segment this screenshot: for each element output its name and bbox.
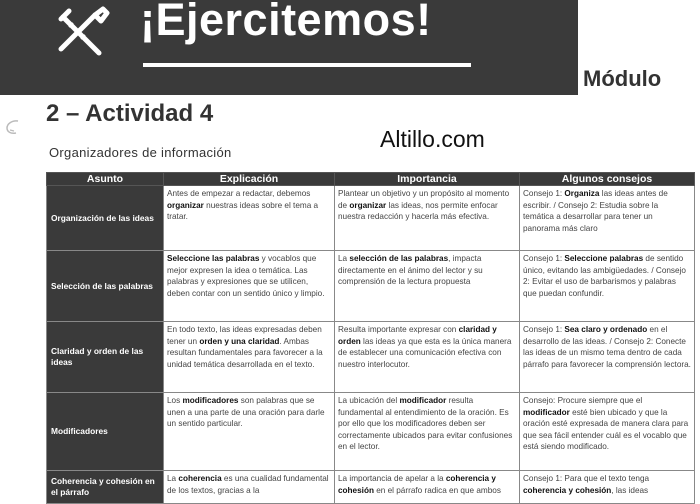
advice-cell: Consejo 1: Sea claro y ordenado en el desarrollo de las ideas. / Consejo 2: Conecte las ideas de un mismo tema dentro de cada párrafo para favorecer la comprensión lectora. <box>520 322 695 393</box>
emphasis-text: selección de las palabras <box>349 254 449 263</box>
column-header: Asunto <box>47 173 164 186</box>
emphasis-text: coherencia y cohesión <box>523 485 612 495</box>
advice-cell: Consejo 1: Organiza las ideas antes de escribir. / Consejo 2: Estudia sobre la temática a desarrollar para tener un panorama más claro <box>520 186 695 251</box>
module-label: Módulo <box>583 66 662 91</box>
advice-cell: Consejo 1: Seleccione palabras de sentido único, evitando las ambigüedades. / Consejo 2: Evitar el uso de barbarismos y palabras que puedan confundir. <box>520 251 695 322</box>
table-row <box>47 251 695 322</box>
emphasis-text: modificador <box>399 396 447 405</box>
column-header: Importancia <box>335 173 520 186</box>
table-header-row <box>47 173 695 186</box>
explanation-cell: En todo texto, las ideas expresadas deben tener un orden y una claridad. Ambas resultan fundamentales para favorecer a la unidad temática desarrollada en el texto. <box>164 322 335 393</box>
emphasis-text: orden y una claridad <box>199 336 280 346</box>
decorative-mark-icon <box>4 118 22 136</box>
row-topic: Coherencia y cohesión en el párrafo <box>47 471 164 504</box>
row-topic: Claridad y orden de las ideas <box>47 322 164 393</box>
explanation-cell: Los modificadores son palabras que se unen a una parte de una oración para darle un sentido particular. <box>164 393 335 471</box>
column-header: Explicación <box>164 173 335 186</box>
importance-cell: La ubicación del modificador resulta fundamental al entendimiento de la oración. Es por ello que los modificadores deben ser correctamente ubicados para evitar confusiones en el lector. <box>335 393 520 471</box>
explanation-cell: Seleccione las palabras y vocablos que mejor expresen la idea o temática. Las palabras y expresiones que se utilicen, deben contar con un sentido único y limpio. <box>164 251 335 322</box>
emphasis-text: claridad y orden <box>338 325 497 346</box>
importance-cell: La importancia de apelar a la coherencia y cohesión en el párrafo radica en que ambos <box>335 471 520 504</box>
explanation-cell: Antes de empezar a redactar, debemos organizar nuestras ideas sobre el tema a tratar. <box>164 186 335 251</box>
emphasis-text: modificador <box>523 407 570 417</box>
emphasis-text: Sea claro y ordenado <box>564 325 648 334</box>
pencil-ruler-icon <box>55 5 111 61</box>
row-topic: Organización de las ideas <box>47 186 164 251</box>
emphasis-text: Seleccione palabras <box>564 254 644 263</box>
row-topic: Modificadores <box>47 393 164 471</box>
section-subtitle: Organizadores de información <box>49 145 232 160</box>
table-row <box>47 393 695 471</box>
importance-cell: Resulta importante expresar con claridad y orden las ideas ya que esta es la única manera de establecer una comunicación efectiva con nuestro interlocutor. <box>335 322 520 393</box>
emphasis-text: modificadores <box>182 396 239 405</box>
row-topic: Selección de las palabras <box>47 251 164 322</box>
table-row <box>47 322 695 393</box>
banner-underline <box>143 63 471 67</box>
importance-cell: Plantear un objetivo y un propósito al momento de organizar las ideas, nos permite enfocar nuestra redacción y hacerla más efectiva. <box>335 186 520 251</box>
banner-title: ¡Ejercitemos! <box>140 0 432 45</box>
activity-title: 2 – Actividad 4 <box>46 100 214 127</box>
header-banner <box>0 0 578 95</box>
watermark: Altillo.com <box>380 126 485 152</box>
table-row <box>47 186 695 251</box>
table-row <box>47 471 695 504</box>
column-header: Algunos consejos <box>520 173 695 186</box>
advice-cell: Consejo 1: Para que el texto tenga coherencia y cohesión, las ideas <box>520 471 695 504</box>
emphasis-text: Organiza <box>564 189 600 198</box>
emphasis-text: Seleccione las palabras <box>167 254 260 263</box>
emphasis-text: coherencia y cohesión <box>338 474 496 495</box>
emphasis-text: coherencia <box>178 474 222 483</box>
advice-cell: Consejo: Procure siempre que el modificador esté bien ubicado y que la oración esté expresada de manera clara para que sea fácil entender cuál es el vocablo que está siendo modificado. <box>520 393 695 471</box>
emphasis-text: organizar <box>349 200 387 210</box>
importance-cell: La selección de las palabras, impacta directamente en el ánimo del lector y su comprensión de la lectura propuesta <box>335 251 520 322</box>
emphasis-text: organizar <box>167 200 204 210</box>
info-organizer-table <box>46 172 695 504</box>
explanation-cell: La coherencia es una cualidad fundamental de los textos, gracias a la <box>164 471 335 504</box>
